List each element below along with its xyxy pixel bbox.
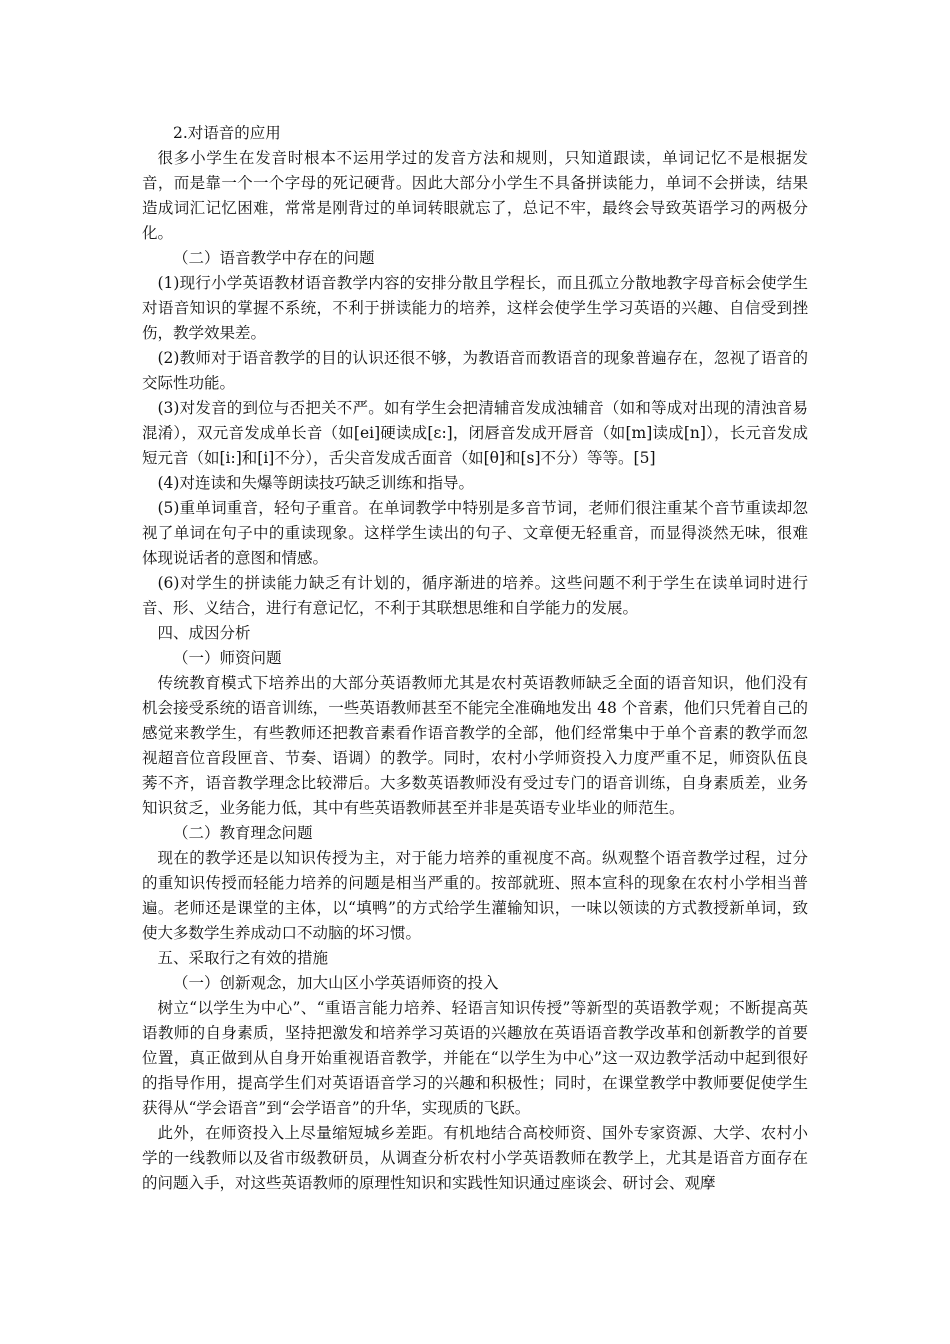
paragraph-teacher-issue: 传统教育模式下培养出的大部分英语教师尤其是农村英语教师缺乏全面的语音知识，他们没有机会接受系统的语音训练，一些英语教师甚至不能完全准确地发出 48 个音素，他们只凭着自己的感觉来教学生，有些教师还把教音素看作语音教学的全部，他们经常集中于单个音素的教学而忽视超音位音段匣音、节奏、语调）的教学。同时，农村小学师资投入力度严重不足，师资队伍良莠不齐，语音教学理念比较滞后。大多数英语教师没有受过专门的语音训练，自身素质差，业务知识贫乏，业务能力低，其中有些英语教师甚至并非是英语专业毕业的师范生。 [142,674,808,817]
heading-effective-measures: 五、采取行之有效的措施 [157,949,329,967]
list-item-problem-6: (6)对学生的拼读能力缺乏有计划的，循序渐进的培养。这些问题不利于学生在读单词时进行音、形、义结合，进行有意记忆，不利于其联想思维和自学能力的发展。 [142,574,808,617]
heading-phonetics-application: 2.对语音的应用 [173,124,281,142]
heading-cause-analysis: 四、成因分析 [157,624,251,642]
heading-teacher-issue: （一）师资问题 [173,649,282,667]
paragraph-innovation-concept: 树立“以学生为中心”、“重语言能力培养、轻语言知识传授”等新型的英语教学观；不断提高英语教师的自身素质，坚持把激发和培养学习英语的兴趣放在英语语音教学改革和创新教学的首要位置，真正做到从自身开始重视语音教学，并能在“以学生为中心”这一双边教学活动中起到很好的指导作用，提高学生们对英语语音学习的兴趣和积极性；同时，在课堂教学中教师要促使学生获得从“学会语音”到“会学语音”的升华，实现质的飞跃。 [142,999,808,1117]
list-item-problem-2: (2)教师对于语音教学的目的认识还很不够，为教语音而教语音的现象普遍存在，忽视了语音的交际性功能。 [142,349,808,392]
heading-innovation-concept: （一）创新观念，加大山区小学英语师资的投入 [173,974,499,992]
heading-education-concept-issue: （二）教育理念问题 [173,824,313,842]
paragraph-teacher-investment: 此外，在师资投入上尽量缩短城乡差距。有机地结合高校师资、国外专家资源、大学、农村小学的一线教师以及省市级教研员，从调查分析农村小学英语教师在教学上，尤其是语音方面存在的问题入手，对这些英语教师的原理性知识和实践性知识通过座谈会、研讨会、观摩 [142,1124,808,1192]
list-item-problem-5: (5)重单词重音，轻句子重音。在单词教学中特别是多音节词，老师们很注重某个音节重读却忽视了单词在句子中的重读现象。这样学生读出的句子、文章便无轻重音，而显得淡然无味，很难体现说话者的意图和情感。 [142,499,808,567]
paragraph-phonetics-application: 很多小学生在发音时根本不运用学过的发音方法和规则，只知道跟读，单词记忆不是根据发音，而是靠一个一个字母的死记硬背。因此大部分小学生不具备拼读能力，单词不会拼读，结果造成词汇记忆困难，常常是刚背过的单词转眼就忘了，总记不牢，最终会导致英语学习的两极分化。 [142,149,808,242]
list-item-problem-3: (3)对发音的到位与否把关不严。如有学生会把清辅音发成浊辅音（如和等成对出现的清浊音易混淆），双元音发成单长音（如[ei]硬读成[ɛ:]，闭唇音发成开唇音（如[m]读成[n]），长元音发成短元音（如[i:]和[i]不分），舌尖音发成舌面音（如[θ]和[s]不分）等等。[5] [142,399,808,467]
list-item-problem-1: (1)现行小学英语教材语音教学内容的安排分散且学程长，而且孤立分散地教字母音标会使学生对语音知识的掌握不系统，不利于拼读能力的培养，这样会使学生学习英语的兴趣、自信受到挫伤，教学效果差。 [142,274,808,342]
paragraph-education-concept-issue: 现在的教学还是以知识传授为主，对于能力培养的重视度不高。纵观整个语音教学过程，过分的重知识传授而轻能力培养的问题是相当严重的。按部就班、照本宣科的现象在农村小学相当普遍。老师还是课堂的主体，以“填鸭”的方式给学生灌输知识，一味以领读的方式教授新单词，致使大多数学生养成动口不动脑的坏习惯。 [142,849,808,942]
list-item-problem-4: (4)对连读和失爆等朗读技巧缺乏训练和指导。 [157,474,474,492]
heading-problems-in-teaching: （二）语音教学中存在的问题 [173,249,375,267]
document-body [142,121,808,1196]
